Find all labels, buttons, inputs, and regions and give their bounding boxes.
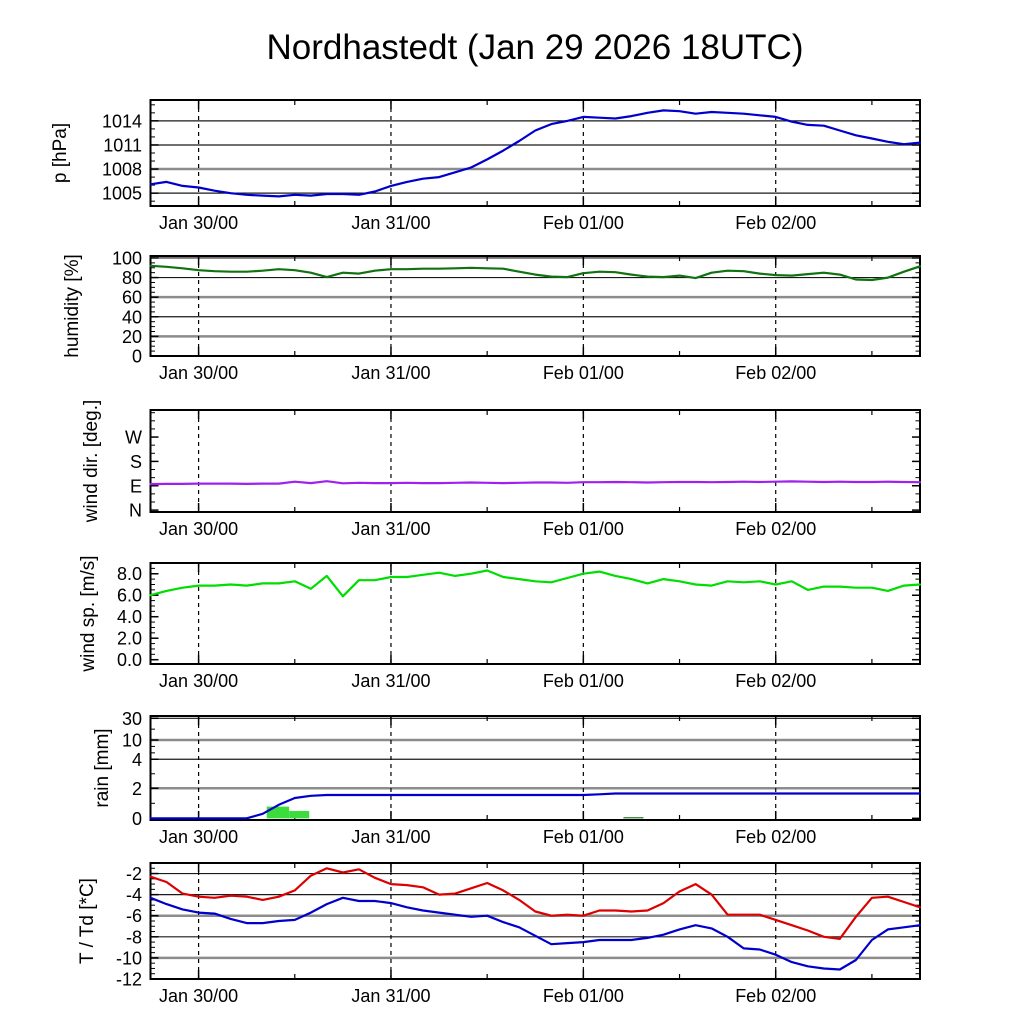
x-tick-label: Jan 30/00	[159, 827, 239, 847]
y-tick-label: 1011	[103, 135, 142, 156]
accumulated-rain-line	[151, 794, 921, 819]
wind-direction-line	[151, 481, 921, 484]
x-tick-label: Jan 31/00	[351, 671, 431, 691]
y-tick-label: -2	[125, 864, 142, 885]
y-tick-label: 4	[131, 749, 142, 770]
y-tick-label: 20	[121, 326, 142, 347]
x-tick-label: Feb 02/00	[735, 986, 817, 1006]
y-tick-label: 60	[121, 287, 142, 308]
y-tick-label: 0	[131, 808, 142, 829]
x-tick-label: Jan 30/00	[159, 986, 239, 1006]
y-tick-label: 0.0	[116, 650, 142, 671]
y-tick-label: 100	[111, 248, 142, 269]
y-tick-label: S	[129, 451, 142, 472]
y-tick-label: W	[125, 427, 142, 448]
panel-wind_speed	[78, 555, 920, 691]
x-tick-label: Feb 02/00	[735, 827, 817, 847]
x-tick-label: Feb 01/00	[542, 986, 624, 1006]
panel-frame	[151, 716, 921, 820]
y-tick-label: 8.0	[116, 564, 142, 585]
panel-pressure	[50, 100, 920, 233]
y-tick-label: 30	[121, 708, 142, 729]
y-tick-label: -12	[115, 969, 142, 990]
x-tick-label: Feb 01/00	[542, 827, 624, 847]
panel-frame	[151, 863, 921, 979]
pressure-line	[151, 110, 921, 196]
y-tick-label: -6	[125, 906, 142, 927]
x-tick-label: Feb 02/00	[735, 363, 817, 383]
y-tick-label: -8	[125, 927, 142, 948]
y-tick-label: N	[129, 500, 142, 521]
panel-rain	[92, 709, 920, 847]
y-tick-label: 10	[121, 730, 142, 751]
y-tick-label: 6.0	[116, 585, 142, 606]
y-tick-label: 1005	[101, 183, 142, 204]
x-tick-label: Jan 30/00	[159, 519, 239, 539]
chart-title: Nordhastedt (Jan 29 2026 18UTC)	[266, 28, 804, 67]
x-tick-label: Jan 30/00	[159, 671, 239, 691]
x-tick-label: Feb 01/00	[542, 363, 624, 383]
panel-frame	[151, 100, 921, 206]
y-axis-unit-label: wind sp. [m/s]	[78, 555, 99, 672]
y-tick-label: -4	[125, 885, 142, 906]
y-tick-label: 80	[121, 268, 142, 289]
x-tick-label: Feb 01/00	[542, 519, 624, 539]
panel-temperature	[77, 863, 920, 1006]
x-tick-label: Jan 30/00	[159, 213, 239, 233]
y-axis-unit-label: T / Td [*C]	[77, 878, 98, 964]
x-tick-label: Jan 30/00	[159, 363, 239, 383]
x-tick-label: Jan 31/00	[351, 827, 431, 847]
wind-speed-line	[151, 571, 921, 597]
x-tick-label: Feb 01/00	[542, 671, 624, 691]
x-tick-label: Jan 31/00	[351, 986, 431, 1006]
x-tick-label: Jan 31/00	[351, 363, 431, 383]
x-tick-label: Feb 02/00	[735, 671, 817, 691]
y-tick-label: -10	[115, 948, 142, 969]
x-tick-label: Feb 02/00	[735, 519, 817, 539]
y-tick-label: 40	[121, 307, 142, 328]
panel-frame	[151, 410, 921, 512]
y-tick-label: 1008	[101, 159, 142, 180]
y-axis-unit-label: rain [mm]	[92, 728, 113, 808]
rain-bar	[289, 811, 309, 818]
y-axis-unit-label: humidity [%]	[62, 254, 83, 358]
x-tick-label: Jan 31/00	[351, 213, 431, 233]
y-tick-label: 1014	[101, 111, 142, 132]
y-tick-label: 0	[131, 346, 142, 367]
y-tick-label: E	[129, 476, 142, 497]
y-axis-unit-label: p [hPa]	[50, 122, 71, 184]
y-tick-label: 2	[131, 778, 142, 799]
y-tick-label: 4.0	[116, 607, 142, 628]
rain-bar	[623, 817, 643, 818]
panel-frame	[151, 563, 921, 664]
panel-humidity	[62, 248, 920, 383]
temperature-line	[151, 868, 921, 939]
rain-bar	[267, 807, 289, 819]
y-axis-unit-label: wind dir. [deg.]	[81, 399, 102, 523]
y-tick-label: 2.0	[116, 628, 142, 649]
x-tick-label: Feb 01/00	[542, 213, 624, 233]
x-tick-label: Feb 02/00	[735, 213, 817, 233]
panel-wind_direction	[81, 400, 920, 539]
x-tick-label: Jan 31/00	[351, 519, 431, 539]
